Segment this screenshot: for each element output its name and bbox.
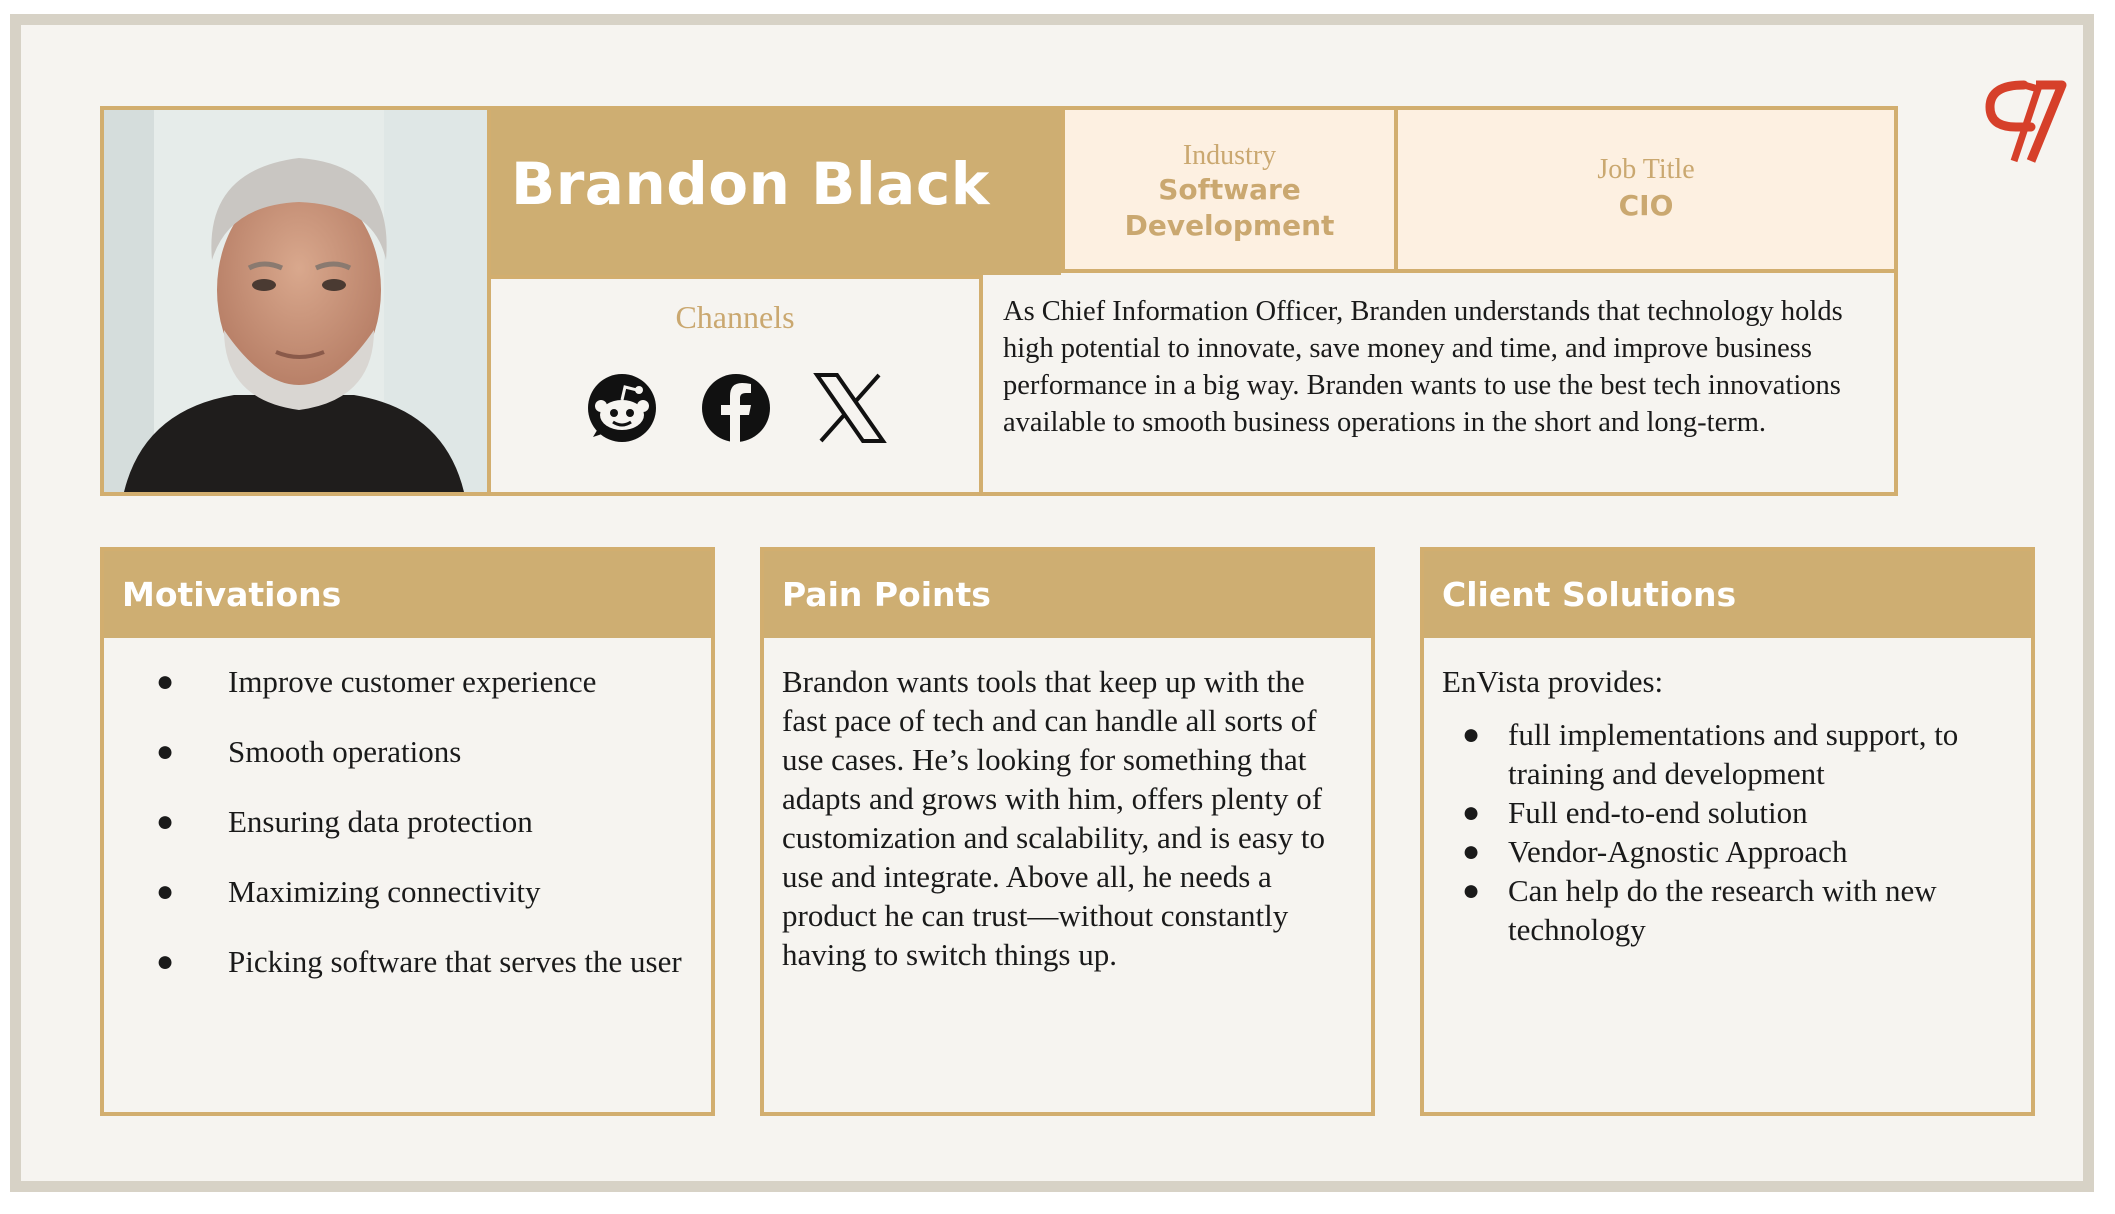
reddit-icon [585,371,659,445]
persona-header [100,106,1898,496]
persona-slide [10,14,2094,1192]
bullet-icon: ● [156,665,175,698]
pain-points-card [760,547,1375,1116]
channels-panel [491,275,983,492]
name-bar [491,110,1061,275]
client-solutions-list [1424,715,2031,949]
bullet-icon: ● [156,805,175,838]
x-icon [813,371,887,445]
motivations-list [104,662,711,981]
client-solutions-title: Client Solutions [1424,551,2031,638]
list-item: ● full implementations and support, to training and development [1462,717,1959,791]
industry-label: Industry [1182,140,1277,171]
motivations-title: Motivations [104,551,711,638]
pain-points-title: Pain Points [764,551,1371,638]
bullet-icon: ● [156,875,175,908]
brand-logo [1976,77,2072,167]
client-solutions-card [1420,547,2035,1116]
bullet-icon: ● [156,735,175,768]
profile-photo [104,110,491,492]
list-item: ● Can help do the research with new technology [1462,873,1937,947]
channels-title: Channels [675,299,795,335]
bullet-icon: ● [1462,796,1481,829]
bullet-icon: ● [1462,718,1481,751]
pain-points-text: Brandon wants tools that keep up with the fast pace of tech and can handle all sorts of use cases. He’s looking for something that adapts and grows with him, offers plenty of customization and scalability, and is easy to use and integrate. Above all, he needs a product he can trust—without constantly having to switch things up. [782,664,1325,972]
facebook-icon [699,371,773,445]
list-item: ● Full end-to-end solution [1462,795,1808,830]
job-title-label: Job Title [1597,154,1695,185]
list-item: ● Vendor-Agnostic Approach [1462,834,1848,869]
channel-icon-row [585,371,885,451]
industry-cell [1061,110,1394,273]
list-item: ● Improve customer experience [156,664,597,699]
bullet-icon: ● [156,945,175,978]
industry-value: Software Development [1124,173,1335,242]
bullet-icon: ● [1462,835,1481,868]
client-solutions-intro: EnVista provides: [1442,664,1664,699]
list-item: ● Ensuring data protection [156,804,533,839]
list-item: ● Picking software that serves the user [156,944,682,979]
portrait-illustration [104,110,487,492]
list-item: ● Maximizing connectivity [156,874,541,909]
job-title-value: CIO [1618,189,1674,222]
motivations-card [100,547,715,1116]
persona-description: As Chief Information Officer, Branden understands that technology holds high potential to innovate, save money and time, and improve business performance in a big way. Branden wants to use the best tech innovations available to smooth business operations in the short and long-term. [1003,296,1843,438]
persona-name: Brandon Black [511,150,990,218]
job-title-cell [1394,110,1894,273]
list-item: ● Smooth operations [156,734,462,769]
bullet-icon: ● [1462,874,1481,907]
